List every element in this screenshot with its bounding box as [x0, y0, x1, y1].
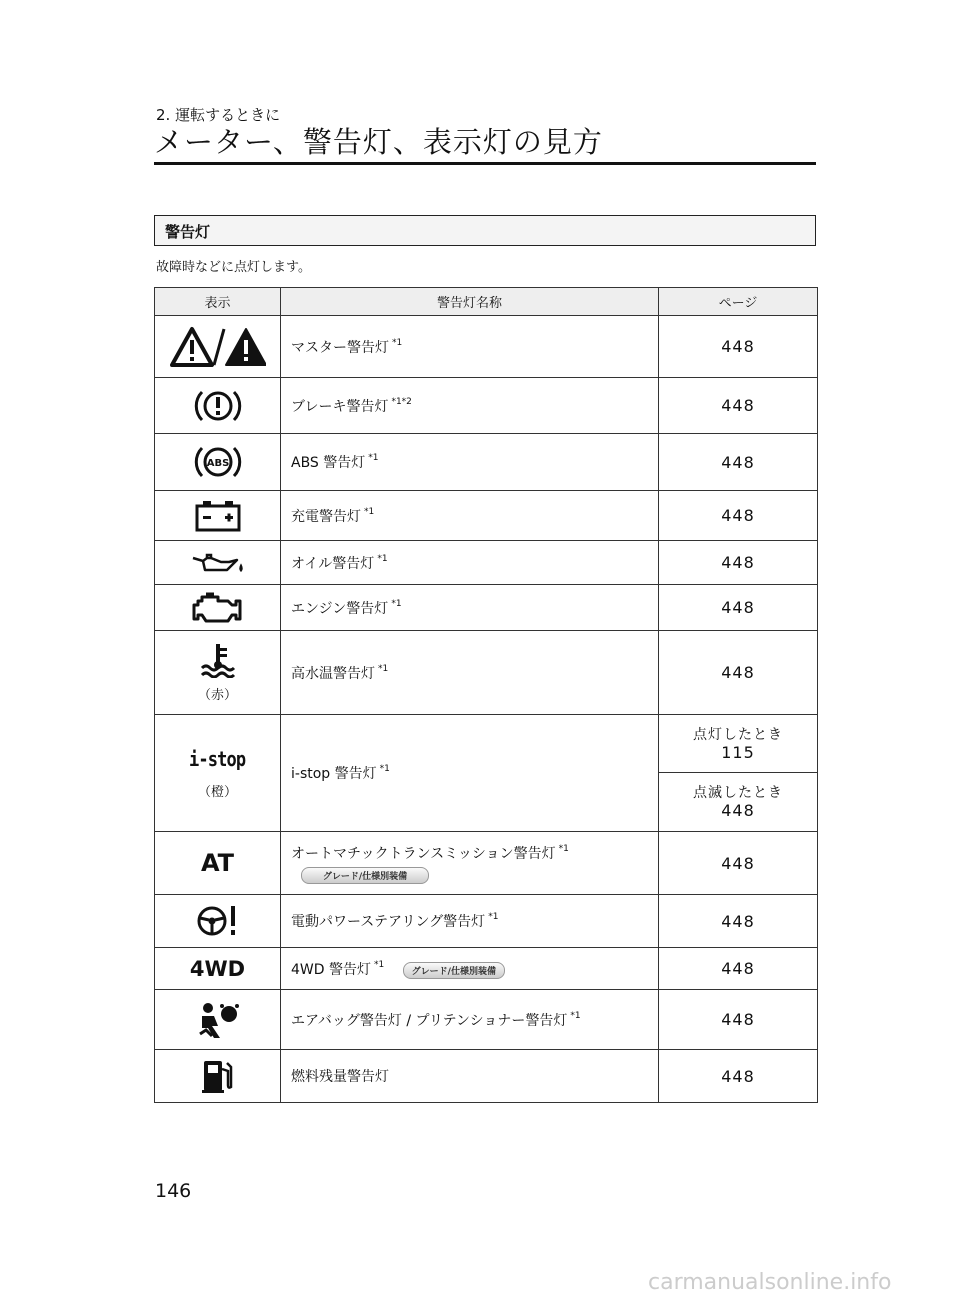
- name-cell: [281, 990, 659, 1050]
- section-header: [154, 215, 816, 246]
- name-cell: [281, 948, 659, 990]
- table-row: [155, 434, 818, 491]
- col-header-page: ページ: [659, 288, 818, 316]
- table-row: [155, 715, 818, 773]
- col-header-name: 警告灯名称: [281, 288, 659, 316]
- oil-warning-icon: [191, 550, 245, 576]
- page-cell: 448: [659, 585, 818, 631]
- icon-cell: [155, 585, 281, 631]
- warning-name: 高水温警告灯: [291, 665, 375, 682]
- icon-cell: [155, 491, 281, 541]
- battery-warning-icon: [194, 500, 242, 532]
- airbag-warning-icon: [196, 1000, 240, 1040]
- footnote-mark: *1: [558, 843, 569, 854]
- page-cell: [659, 773, 818, 832]
- footnote-mark: *1: [391, 598, 402, 609]
- icon-cell: [155, 541, 281, 585]
- abs-warning-icon: [194, 442, 242, 482]
- page-cell: 448: [659, 316, 818, 378]
- page-cell: 448: [659, 1050, 818, 1103]
- engine-warning-icon: [192, 591, 244, 625]
- icon-cell: [155, 948, 281, 990]
- name-cell: [281, 895, 659, 948]
- section-title: 警告灯: [165, 223, 211, 241]
- warning-name: ABS 警告灯: [291, 455, 366, 471]
- footnote-mark: *1: [368, 453, 379, 463]
- icon-cell: [155, 316, 281, 378]
- icon-cell: [155, 715, 281, 832]
- page-number: 146: [155, 1180, 192, 1202]
- icon-cell: [155, 434, 281, 491]
- table-row: [155, 832, 818, 895]
- page-cell: 448: [659, 541, 818, 585]
- table-row: [155, 541, 818, 585]
- page-cell: 448: [659, 948, 818, 990]
- icon-cell: [155, 1050, 281, 1103]
- name-cell: [281, 434, 659, 491]
- grade-badge: グレード/仕様別装備: [403, 962, 505, 979]
- name-cell: [281, 378, 659, 434]
- page-cell: 448: [659, 832, 818, 895]
- footnote-mark: *1: [377, 553, 388, 564]
- name-cell: [281, 316, 659, 378]
- footnote-mark: *1: [488, 912, 499, 922]
- name-cell: [281, 631, 659, 715]
- footnote-mark: *1: [570, 1010, 581, 1021]
- warning-name: 4WD 警告灯: [291, 961, 371, 978]
- icon-cell: [155, 832, 281, 895]
- table-row: [155, 491, 818, 541]
- page-cell: 448: [659, 491, 818, 541]
- name-cell: [281, 541, 659, 585]
- table-row: [155, 948, 818, 990]
- warning-name: ブレーキ警告灯: [291, 398, 389, 415]
- footnote-mark: *1: [378, 663, 389, 674]
- title-rule: [154, 162, 816, 165]
- warning-light-table: [154, 287, 818, 1103]
- warning-name: i-stop 警告灯: [291, 766, 377, 782]
- fuel-warning-icon: [200, 1057, 236, 1095]
- 4wd-icon: 4WD: [189, 956, 246, 981]
- page-cell: 448: [659, 378, 818, 434]
- page-condition: 点灯したとき: [693, 726, 783, 743]
- warning-name: 電動パワーステアリング警告灯: [291, 914, 486, 930]
- page-title: メーター、警告灯、表示灯の見方: [154, 125, 603, 159]
- table-row: [155, 1050, 818, 1103]
- table-row: [155, 990, 818, 1050]
- table-row: [155, 378, 818, 434]
- name-cell: [281, 491, 659, 541]
- warning-name: オートマチックトランスミッション警告灯: [291, 845, 556, 862]
- icon-cell: [155, 990, 281, 1050]
- page-cell: 448: [659, 631, 818, 715]
- footnote-mark: *1: [373, 959, 385, 970]
- warning-name: マスター警告灯: [291, 339, 389, 356]
- color-caption: （橙）: [197, 784, 237, 800]
- istop-icon: i-stop: [189, 746, 246, 771]
- name-cell: [281, 832, 659, 895]
- name-cell: [281, 1050, 659, 1103]
- warning-name: エンジン警告灯: [291, 600, 389, 617]
- section-intro: 故障時などに点灯します。: [156, 260, 311, 275]
- page-number: 115: [721, 742, 755, 762]
- col-header-display: 表示: [155, 288, 281, 316]
- footnote-mark: *1: [392, 337, 403, 348]
- name-cell: [281, 715, 659, 832]
- footnote-mark: *1: [364, 506, 375, 517]
- grade-badge: グレード/仕様別装備: [301, 867, 429, 884]
- icon-cell: [155, 895, 281, 948]
- warning-name: エアバッグ警告灯 / プリテンショナー警告灯: [291, 1012, 568, 1029]
- page-number: 448: [721, 801, 755, 820]
- table-row: [155, 316, 818, 378]
- page-cell: 448: [659, 895, 818, 948]
- table-row: [155, 585, 818, 631]
- at-icon: AT: [200, 849, 235, 877]
- icon-cell: [155, 631, 281, 715]
- warning-name: 充電警告灯: [291, 508, 361, 525]
- master-warning-icon: [170, 325, 266, 369]
- page-cell: 448: [659, 434, 818, 491]
- icon-cell: [155, 378, 281, 434]
- warning-name: オイル警告灯: [291, 555, 375, 572]
- page-cell: 448: [659, 990, 818, 1050]
- warning-name: 燃料残量警告灯: [291, 1069, 389, 1085]
- color-caption: （赤）: [197, 688, 237, 703]
- coolant-temp-icon: [198, 642, 238, 678]
- table-row: [155, 895, 818, 948]
- brake-warning-icon: [194, 386, 242, 426]
- page-condition: 点滅したとき: [693, 785, 783, 801]
- abs-icon-label: ABS: [206, 458, 229, 469]
- footer-watermark: carmanualsonline.info: [648, 1270, 892, 1295]
- power-steering-icon: [194, 904, 242, 938]
- page-cell: [659, 715, 818, 773]
- chapter-label: 2. 運転するときに: [156, 106, 281, 124]
- table-header-row: [155, 288, 818, 316]
- footnote-mark: *1*2: [391, 396, 412, 407]
- footnote-mark: *1: [379, 764, 390, 774]
- table-row: [155, 631, 818, 715]
- name-cell: [281, 585, 659, 631]
